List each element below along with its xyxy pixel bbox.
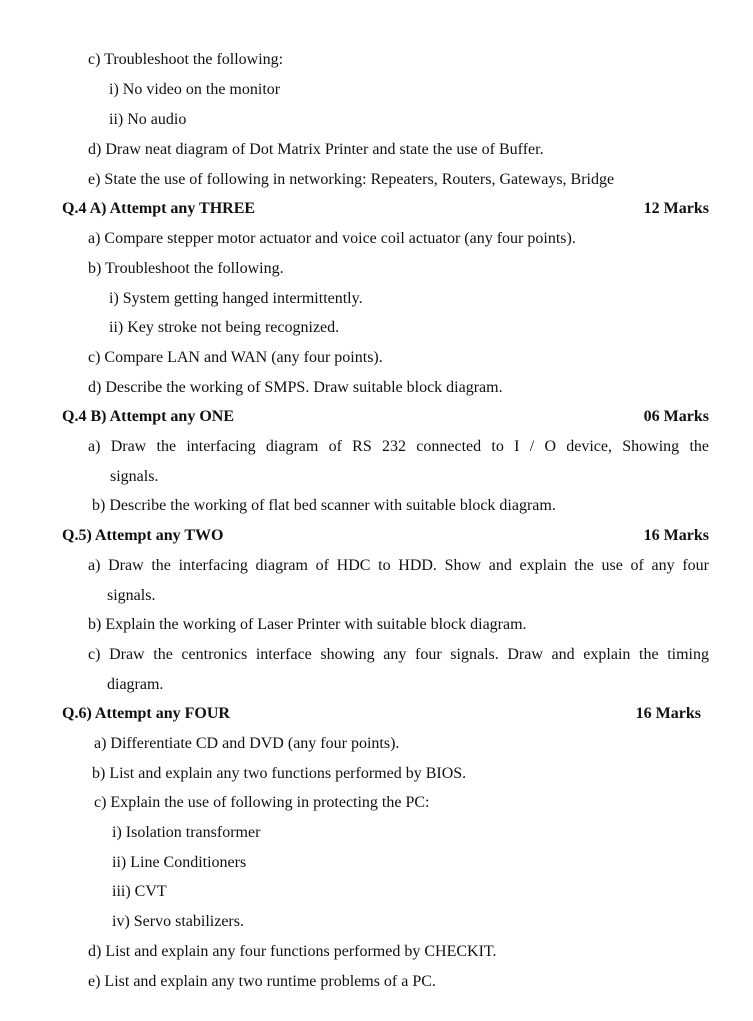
q5-a-line1: a) Draw the interfacing diagram of HDC to HDD. Show and explain the use of any four bbox=[88, 557, 709, 574]
q5-c-line2: diagram. bbox=[107, 676, 164, 693]
q5-b: b) Explain the working of Laser Printer with suitable block diagram. bbox=[88, 616, 527, 633]
q5-c-line1: c) Draw the centronics interface showing any four signals. Draw and explain the timing bbox=[88, 646, 709, 663]
q4a-a: a) Compare stepper motor actuator and voice coil actuator (any four points). bbox=[88, 230, 576, 247]
q4b-marks: 06 Marks bbox=[643, 408, 709, 425]
q3-c-item-i: i) No video on the monitor bbox=[109, 81, 281, 98]
q6-b: b) List and explain any two functions performed by BIOS. bbox=[92, 765, 467, 782]
q3-c-intro: c) Troubleshoot the following: bbox=[88, 51, 284, 68]
q5-a-line2: signals. bbox=[107, 587, 156, 604]
q3-c-item-ii: ii) No audio bbox=[109, 111, 187, 128]
q6-c-item-ii: ii) Line Conditioners bbox=[112, 854, 247, 871]
q6-marks: 16 Marks bbox=[635, 705, 701, 722]
q6-c-item-i: i) Isolation transformer bbox=[112, 824, 261, 841]
q4a-b-item-i: i) System getting hanged intermittently. bbox=[109, 290, 363, 307]
q6-a: a) Differentiate CD and DVD (any four points). bbox=[94, 735, 400, 752]
q4b-a-line2: signals. bbox=[110, 468, 159, 485]
q6-heading: Q.6) Attempt any FOUR bbox=[62, 705, 230, 722]
q4a-c: c) Compare LAN and WAN (any four points). bbox=[88, 349, 383, 366]
q3-e: e) State the use of following in networking: Repeaters, Routers, Gateways, Bridge bbox=[88, 171, 615, 188]
q6-c-item-iii: iii) CVT bbox=[112, 883, 167, 900]
q4a-d: d) Describe the working of SMPS. Draw suitable block diagram. bbox=[88, 379, 503, 396]
q6-d: d) List and explain any four functions performed by CHECKIT. bbox=[88, 943, 497, 960]
q4b-a-line1: a) Draw the interfacing diagram of RS 232 connected to I / O device, Showing the bbox=[88, 438, 709, 455]
q5-marks: 16 Marks bbox=[643, 527, 709, 544]
q4b-heading: Q.4 B) Attempt any ONE bbox=[62, 408, 234, 425]
q4a-b-intro: b) Troubleshoot the following. bbox=[88, 260, 284, 277]
q6-c-item-iv: iv) Servo stabilizers. bbox=[112, 913, 244, 930]
q4b-b: b) Describe the working of flat bed scanner with suitable block diagram. bbox=[92, 497, 556, 514]
q3-d: d) Draw neat diagram of Dot Matrix Printer and state the use of Buffer. bbox=[88, 141, 544, 158]
q6-e: e) List and explain any two runtime problems of a PC. bbox=[88, 973, 436, 990]
q6-c-intro: c) Explain the use of following in protecting the PC: bbox=[94, 794, 430, 811]
q5-heading: Q.5) Attempt any TWO bbox=[62, 527, 224, 544]
q4a-marks: 12 Marks bbox=[643, 200, 709, 217]
q4a-heading: Q.4 A) Attempt any THREE bbox=[62, 200, 256, 217]
q4a-b-item-ii: ii) Key stroke not being recognized. bbox=[109, 319, 340, 336]
